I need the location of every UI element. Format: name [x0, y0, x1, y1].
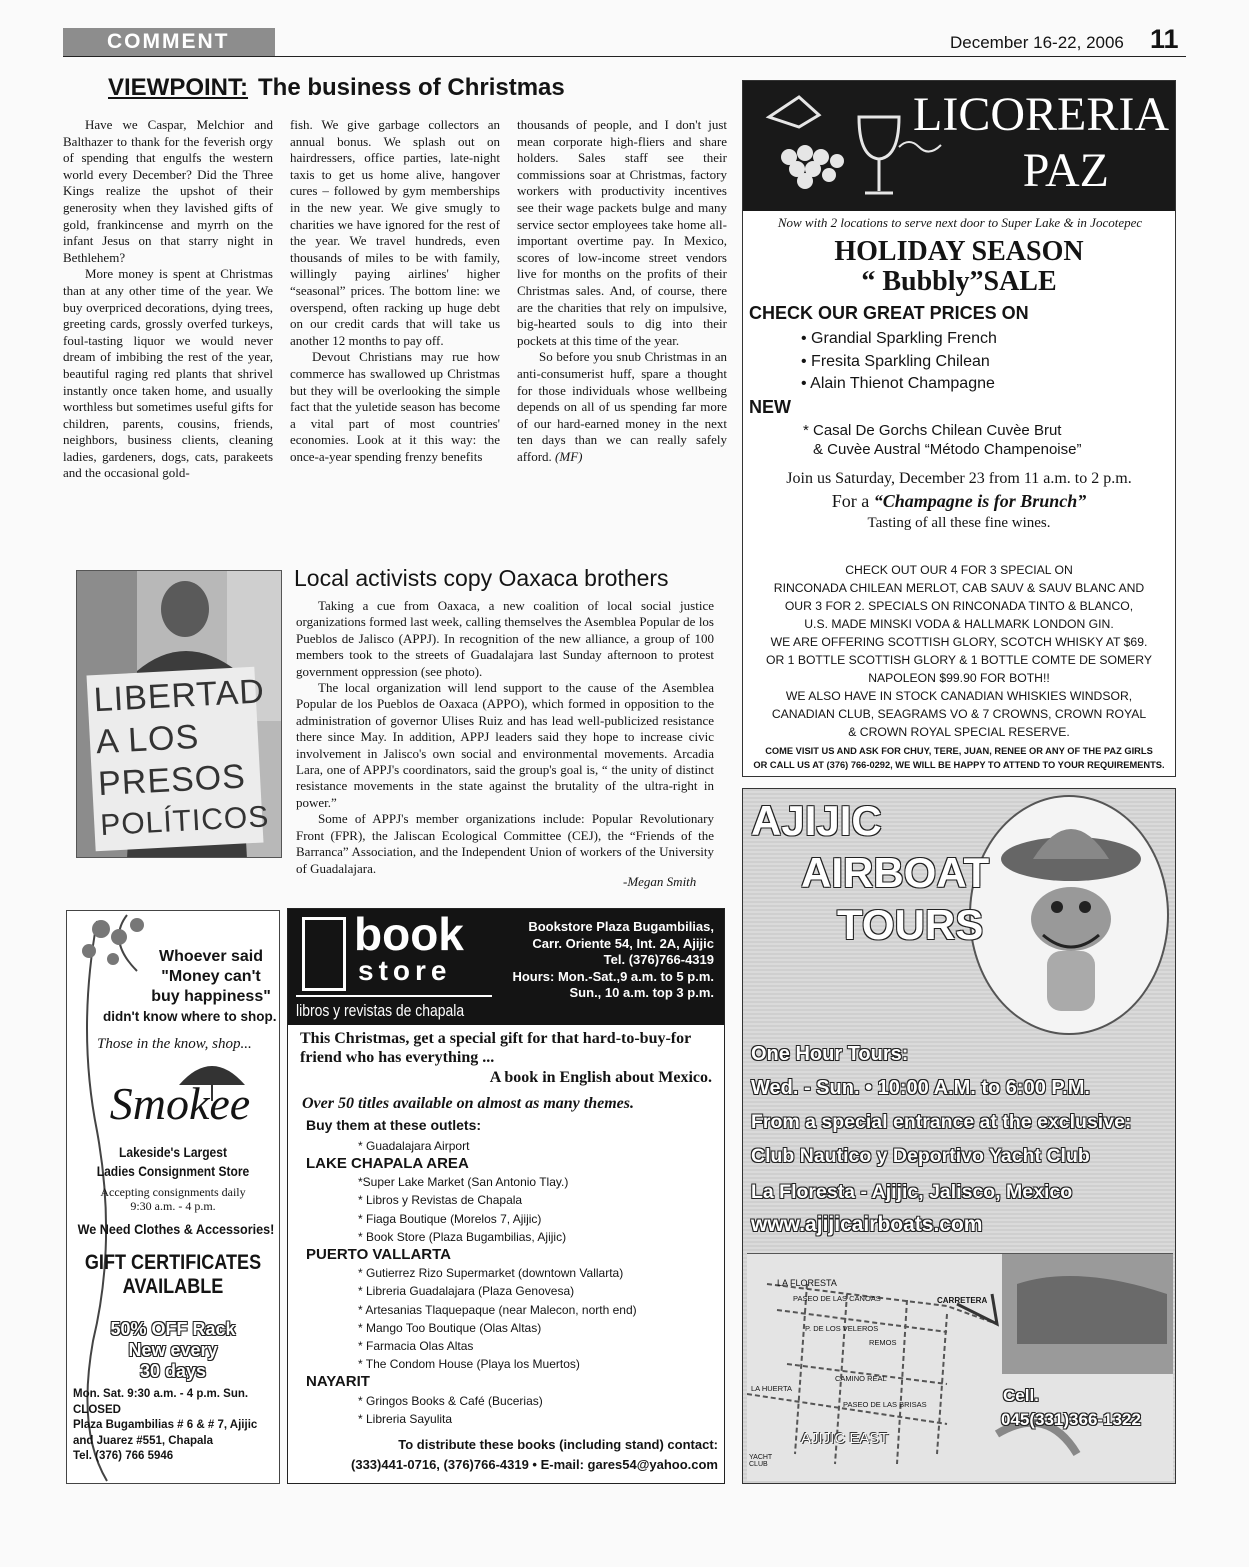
byline: -Megan Smith	[623, 874, 697, 889]
locations-note: Now with 2 locations to serve next door to Super Lake & in Jocotepec	[777, 215, 1143, 230]
crocodile-mascot-icon	[973, 799, 1169, 1029]
rack-line-3: 30 days	[139, 1361, 207, 1381]
map-label: CAMINO REAL	[835, 1374, 887, 1383]
store-name	[743, 87, 1169, 199]
map-label: AJIJIC EAST	[801, 1430, 889, 1447]
logo-store: store	[358, 955, 452, 986]
specials-line: CHECK OUT OUR 4 FOR 3 SPECIAL ON	[845, 563, 1073, 577]
list-item-text: Alain Thienot Champagne	[810, 375, 995, 392]
viewpoint-column-2	[290, 117, 500, 465]
protest-sign	[92, 671, 271, 847]
smokee-quote	[145, 947, 277, 1007]
rack-line-1: 50% OFF Rack	[110, 1319, 236, 1339]
paragraph: fish. We give garbage collectors an annual bonus. We splash out on hairdressers, office parties, late-night taxis to get us home alive, hangover cures – followed by gym memberships in the new year. We give smugly to charities we have ignored for the rest of the year. We travel hundreds, even thousands of miles to be with family, willingly paying airlines' higher “seasonal” prices. The bottom line: we overspend, often racking up huge debt on our credit cards that will take us another 12 months to pay off.	[290, 117, 500, 348]
info-line: Mon. Sat. 9:30 a.m. - 4 p.m. Sun.	[73, 1388, 249, 1400]
outlet-item: * Artesanias Tlaquepaque (near Malecon, north end)	[358, 1302, 637, 1317]
map-label: PASEO DE LAS CANOAS	[793, 1294, 881, 1303]
list-item-text: Grandial Sparkling French	[811, 330, 997, 347]
quote-line: didn't know where to shop.	[103, 1009, 277, 1024]
area-name: NAYARIT	[306, 1373, 370, 1391]
activists-headline: Local activists copy Oaxaca brothers	[294, 565, 669, 591]
outlet-item: * Libros y Revistas de Chapala	[358, 1193, 523, 1208]
accepting-note	[67, 1185, 279, 1213]
cell-number: 045(331)366-1322	[1001, 1410, 1141, 1429]
gift-line-2: AVAILABLE	[122, 1275, 224, 1298]
specials-line: WE ARE OFFERING SCOTTISH GLORY, SCOTCH WHISKY AT $69.	[770, 635, 1148, 649]
address-line: Carr. Oriente 54, Int. 2A, Ajijic	[532, 935, 714, 951]
viewpoint-headline	[108, 74, 708, 102]
header-rule	[63, 56, 1186, 57]
tasting-line: Tasting of all these fine wines.	[867, 515, 1051, 531]
specials-line: RINCONADA CHILEAN MERLOT, CAB SAUV & SAUV BLANC AND	[773, 581, 1145, 595]
map-label: REMOS	[869, 1338, 897, 1347]
smokee-info	[73, 1387, 279, 1465]
map-label: YACHT CLUB	[749, 1454, 773, 1468]
visit-line-2: OR CALL US AT (376) 766-0292, WE WILL BE HAPPY TO ATTEND TO YOUR REQUIREMENTS.	[753, 760, 1165, 770]
list-item-text: Fresita Sparkling Chilean	[811, 352, 990, 370]
bookstore-pitch-2: A book in English about Mexico.	[489, 1069, 712, 1086]
address-line: Sun., 10 a.m. top 3 p.m.	[569, 985, 714, 1000]
for-a: For a	[831, 491, 870, 511]
specials-line: & CROWN ROYAL SPECIAL RESERVE.	[848, 725, 1070, 739]
sign-line: LIBERTAD	[92, 672, 266, 720]
outlet-item: * Libreria Guadalajara (Plaza Genovesa)	[358, 1284, 575, 1299]
airboat-title-1: AJIJIC	[751, 797, 882, 844]
logo-rule	[296, 995, 492, 997]
outlet-item: * The Condom House (Playa los Muertos)	[358, 1357, 580, 1372]
bookstore-pitch: This Christmas, get a special gift for that hard-to-buy-for friend who has everything ...	[300, 1030, 691, 1066]
store-tagline	[82, 1143, 264, 1181]
paragraph: Some of APPJ's member organizations include: Popular Revolutionary Front (FPR), the Jaliscan Ecological Committee (CEJ), the “Friends of the Barranca” Association, and the Independent Union of workers of the University of Guadalajara.	[296, 811, 714, 876]
new-item	[803, 421, 1081, 459]
outlet-item: * Gringos Books & Café (Bucerias)	[358, 1393, 543, 1408]
new-item-line-1: * Casal De Gorchs Chilean Cuvèe Brut	[803, 422, 1062, 439]
book-icon	[302, 917, 346, 991]
join-line: Join us Saturday, December 23 from 11 a.m. to 2 p.m.	[786, 470, 1132, 487]
tours-heading: One Hour Tours:	[751, 1043, 909, 1065]
rack-line-2: New every	[128, 1340, 218, 1360]
bookstore-ad	[287, 908, 725, 1484]
store-name-line-1: LICORERIA	[913, 88, 1169, 141]
protest-photo	[76, 570, 282, 858]
licoreria-banner	[743, 81, 1175, 211]
map-label: PASEO DE LAS BRISAS	[843, 1400, 927, 1409]
entrance-note: From a special entrance at the exclusive:	[751, 1111, 1132, 1133]
list-item: • Alain Thienot Champagne	[801, 375, 995, 392]
tour-hours: Wed. - Sun. • 10:00 A.M. to 6:00 P.M.	[751, 1077, 1090, 1099]
viewpoint-column-1	[63, 117, 273, 482]
specials-line: U.S. MADE MINSKI VODA & HALLMARK LONDON GIN.	[804, 617, 1114, 631]
outlet-item: * Farmacia Olas Altas	[358, 1339, 474, 1354]
check-list	[801, 328, 997, 396]
list-item: • Grandial Sparkling French	[801, 330, 997, 347]
airboat-title-2: AIRBOAT	[801, 849, 990, 896]
club-location: La Floresta - Ajijic, Jalisco, Mexico	[751, 1181, 1073, 1203]
area-name: PUERTO VALLARTA	[306, 1246, 451, 1264]
specials-line: CANADIAN CLUB, SEAGRAMS VO & 7 CROWNS, CROWN ROYAL	[771, 707, 1147, 721]
outlets-heading: Buy them at these outlets:	[306, 1117, 482, 1133]
info-line: Plaza Bugambilias # 6 & # 7, Ajijic	[73, 1419, 258, 1431]
contact-line: (333)441-0716, (376)766-4319 • E-mail: gares54@yahoo.com	[351, 1457, 718, 1472]
quote-line: "Money can't	[161, 968, 261, 985]
bookstore-address	[488, 919, 714, 1002]
paragraph: thousands of people, and I don't just mean corporate high-fliers and share holders. Sales staff see their commissions soar at Christmas, factory workers with productivity incentives see their wage packets bulge and many service sector employees take home all-important overtime pay. In Mexico, scores of low-income street vendors live for months on the profits of their Christmas sales. And, of course, there are the charities that rely on impulsive, big-hearted souls to dig into their pockets at this time of the year.	[517, 117, 727, 348]
paragraph: Taking a cue from Oaxaca, a new coalition of local social justice organizations formed last week, calling themselves the Asemblea Popular de los Pueblos de Jalisco (APPJ). In recognition of the new alliance, a group of 100 members took to the streets of Guadalajara last Sunday afternoon to protest government oppression (see photo).	[296, 598, 714, 679]
bookstore-banner	[288, 909, 724, 1025]
paragraph: The local organization will lend support to the cause of the Asemblea Popular de los Pueblos de Oaxaca (APPO), which formed in opposition to the administration of governor Ulises Ruiz and has lead well-publicized resistance there since May. In addition, APPJ leaders said they hope to increase civic involvement in Jalisco's own social and environmental movements. Arcadia Lara, one of APPJ's coordinators, said the group's goal is, “ the unity of distinct resistance movements in the state against the brutality of the ultra-right in power.”	[296, 680, 714, 810]
specials-line: OUR 3 FOR 2. SPECIALS ON RINCONADA TINTO & BLANCO,	[784, 599, 1134, 613]
address-line: Bookstore Plaza Bugambilias,	[528, 919, 714, 934]
store-name-line-2: PAZ	[1022, 144, 1109, 197]
outlet-item: * Book Store (Plaza Bugambilias, Ajijic)	[358, 1229, 567, 1244]
map-label: LA HUERTA	[751, 1384, 792, 1393]
list-item: • Fresita Sparkling Chilean	[801, 352, 990, 370]
rack-sale	[67, 1319, 279, 1382]
author-initials: (MF)	[555, 448, 583, 464]
brunch-line	[743, 491, 1175, 512]
tagline-2: Ladies Consignment Store	[96, 1163, 250, 1179]
viewpoint-column-3	[517, 117, 727, 465]
location-map	[747, 1253, 1173, 1481]
visit-line-1: COME VISIT US AND ASK FOR CHUY, TERE, JUAN, RENEE OR ANY OF THE PAZ GIRLS	[765, 746, 1153, 756]
outlet-item: * Mango Too Boutique (Olas Altas)	[358, 1320, 542, 1335]
activists-article	[296, 598, 714, 877]
sale-line-1: HOLIDAY SEASON	[834, 236, 1084, 267]
sign-line: POLÍTICOS	[99, 800, 271, 843]
outlet-item: * Gutierrez Rizo Supermarket (downtown Vallarta)	[358, 1266, 624, 1281]
paragraph: Devout Christians may rue how commerce has swallowed up Christmas but they will be overlooking the simple fact that the yuletide season has become a vital part of most countries' economies. Look at it this way: the once-a-year spending frenzy benefits	[290, 349, 500, 464]
titles-note: Over 50 titles available on almost as many themes.	[302, 1095, 634, 1112]
map-label: LA FLORESTA	[777, 1278, 837, 1288]
outlet-item: * Fiaga Boutique (Morelos 7, Ajijic)	[358, 1211, 542, 1226]
viewpoint-title: The business of Christmas	[258, 74, 565, 101]
distribute-note: To distribute these books (including stand) contact:	[398, 1437, 718, 1452]
outlet-item: *Super Lake Market (San Antonio Tlay.)	[358, 1175, 569, 1190]
need-clothes: We Need Clothes & Accessories!	[77, 1221, 275, 1237]
tagline-1: Lakeside's Largest	[119, 1144, 227, 1160]
quote-line: Whoever said	[158, 948, 264, 965]
visit-note	[743, 744, 1175, 772]
airboat-ad	[742, 788, 1176, 1484]
quote-line: buy happiness"	[151, 988, 271, 1005]
info-line: and Juarez #551, Chapala	[73, 1434, 213, 1447]
gift-certificates	[82, 1251, 264, 1299]
info-line: Tel. (376) 766 5946	[73, 1450, 174, 1462]
smokee-ad	[66, 910, 280, 1484]
bookstore-subtitle: libros y revistas de chapala	[296, 1001, 465, 1020]
accepting-2: 9:30 a.m. - 4 p.m.	[130, 1199, 216, 1213]
map-label: P. DE LOS VELEROS	[805, 1324, 879, 1333]
street-map-graphic	[747, 1254, 1173, 1482]
check-heading: CHECK OUR GREAT PRICES ON	[749, 303, 1029, 323]
area-name: LAKE CHAPALA AREA	[306, 1155, 469, 1172]
sale-line-2: “ Bubbly”SALE	[861, 266, 1057, 297]
smokee-logo: Smokee	[109, 1078, 251, 1129]
paragraph: More money is spent at Christmas than at any other time of the year. We buy overpriced decorations, dying trees, greeting cards, grossly overfed turkeys, foul-tasting liquor we would never dream of imbibing the rest of the year, beautiful raging red plants that shrivel instantly once taken home, and usually worthless but sometimes useful gifts for children, parents, cousins, friends, neighbors, business clients, cleaning ladies, gardeners, dogs, cats, parakeets and the occasional gold-	[63, 266, 273, 481]
map-label: CARRETERA	[937, 1296, 988, 1305]
outlet-item: * Libreria Sayulita	[358, 1411, 453, 1426]
viewpoint-label: VIEWPOINT:	[108, 74, 249, 101]
specials-line: NAPOLEON $99.90 FOR BOTH!!	[868, 671, 1050, 685]
section-label: COMMENT	[63, 28, 275, 56]
specials-line: WE ALSO HAVE IN STOCK CANADIAN WHISKIES WINDSOR,	[785, 689, 1133, 703]
specials-line: OR 1 BOTTLE SCOTTISH GLORY & 1 BOTTLE COMTE DE SOMERY	[765, 653, 1153, 667]
accepting-1: Accepting consignments daily	[100, 1185, 246, 1199]
airboat-website[interactable]: www.ajijicairboats.com	[751, 1213, 983, 1236]
outlet-item: * Guadalajara Airport	[358, 1139, 470, 1153]
paragraph-text: So before you snub Christmas in an anti-consumerist huff, spare a thought for those individuals whose wellbeing depends on all of us spending far more of our hard-earned money in the next ten days than we can really safely afford.	[517, 349, 727, 464]
sale-headline	[743, 237, 1175, 297]
issue-date: December 16-22, 2006	[950, 33, 1124, 52]
paragraph	[517, 349, 727, 465]
gift-line-1: GIFT CERTIFICATES	[84, 1251, 262, 1274]
in-the-know: Those in the know, shop...	[97, 1036, 252, 1052]
new-heading: NEW	[749, 397, 791, 417]
sign-line: A LOS	[95, 717, 201, 762]
outlets-list	[306, 1155, 726, 1428]
paragraph: Have we Caspar, Melchior and Balthazer to thank for the feverish orgy of spending that engulfs the western world every December? Did the Three Kings realize the upshot of their generosity when they lavished gifts of gold, frankincense and myrrh on the infant Jesus on that starry night in Bethlehem?	[63, 117, 273, 265]
address-line: Tel. (376)766-4319	[603, 952, 714, 967]
club-name: Club Nautico y Deportivo Yacht Club	[751, 1145, 1090, 1167]
page-number: 11	[1150, 24, 1179, 54]
specials-list	[743, 561, 1175, 741]
brunch-title: “Champagne is for Brunch”	[873, 491, 1087, 511]
info-line: CLOSED	[73, 1403, 121, 1416]
licoreria-paz-ad	[742, 80, 1176, 777]
logo-book: book	[354, 908, 464, 960]
airboat-title-3: TOURS	[837, 901, 984, 948]
address-line: Hours: Mon.-Sat.,9 a.m. to 5 p.m.	[512, 968, 714, 984]
new-item-line-2: & Cuvèe Austral “Método Champenoise”	[813, 441, 1082, 458]
sign-line: PRESOS	[97, 757, 247, 804]
cell-label: Cell.	[1003, 1386, 1039, 1405]
